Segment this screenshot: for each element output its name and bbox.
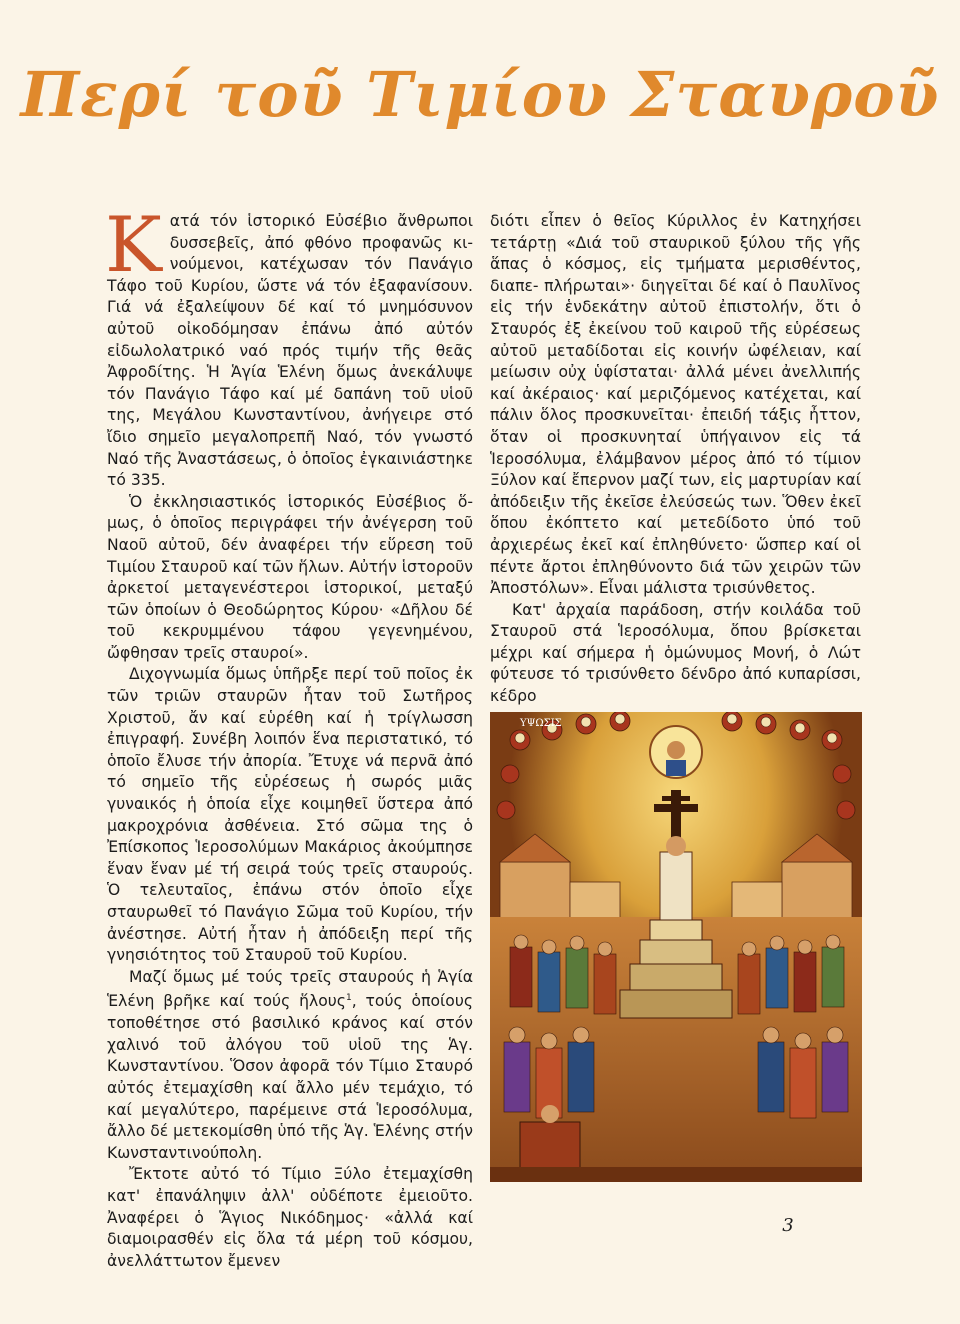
paragraph-1-text: ατά τόν ἱστορικό Εὐσέβιο ἄνθρωποι δυσσεβεῖς, ἀπό φθόνο προφανῶς κι- νούμενοι, κατέχωσαν τόν Πανάγιο Τάφο τοῦ Κυρίου, ὥστε νά τόν ἐξαφανίσουν. Γιά νά ἐξαλείψουν δέ καί τό μνημόσυνον αὐτοῦ οἰκοδόμησαν ἐπάνω ἀπό αὐτόν εἰδωλολατρικό ναό πρός τιμήν τῆς θεᾶς Ἀφροδίτης. Ἡ Ἁγία Ἑλένη ὅμως ἀνεκάλυψε τόν Πανάγιο Τάφο καί μέ δαπάνη τοῦ υἱοῦ της, Μεγάλου Κωνσταντίνου, ἀνήγειρε στό ἴδιο σημεῖο μεγαλοπρεπῆ Ναό, τόν γνωστό Ναό τῆς Ἀναστάσεως, ὁ ὁποῖος ἐγκαινιάστηκε τό 335. xyxy=(107,212,473,490)
left-column xyxy=(105,200,473,1272)
paragraph-5: Ἔκτοτε αὐτό τό Τίμιο Ξύλο ἐτεμαχίσθη κατ' ἐπανάληψιν ἀλλ' οὐδέποτε ἐμειοῦτο. Ἀναφέρει ὁ Ἅγιος Νικόδημος· «ἀλλά καί διαμοιρασθέν εἰς ὅλα τά μέρη τοῦ κόσμου, ἀνελλάττωτον ἔμενεν xyxy=(107,1165,473,1270)
right-column xyxy=(490,211,861,708)
page-title: Περί τοῦ Τιμίου Σταυροῦ xyxy=(20,58,940,131)
icon-painting-exaltation-of-cross xyxy=(490,712,862,1182)
icon-inscription: ΥΨΩΣΙΣ xyxy=(520,718,562,729)
paragraph-3: Διχογνωμία ὅμως ὑπῆρξε περί τοῦ ποῖος ἐκ τῶν τριῶν σταυρῶν ἦταν τοῦ Σωτῆρος Χριστοῦ, ἄν καί εὑρέθη καί ἡ τρίγλωσση ἐπιγραφή. Συνέβη λοιπόν ἕνα περιστατικό, τό ὁποῖο ἔλυσε τήν ἀπορία. Ἔτυχε νά περνᾶ ἀπό τό σημεῖο τῆς εὑρέσεως ἡ σωρός μιᾶς γυναικός ἡ ὁποία εἶχε κοιμηθεῖ ὕστερα ἀπό μακροχρόνια ἀσθένεια. Στό σῶμα της ὁ Ἐπίσκοπος Ἱεροσολύμων Μακάριος ἀκούμπησε ἕναν ἕναν μέ τή σειρά τούς τρεῖς σταυρούς. Ὁ τελευταῖος, ἐπάνω στόν ὁποῖο εἶχε σταυρωθεῖ τό Πανάγιο Σῶμα τοῦ Κυρίου, τήν ἀνέστησε. Αὐτή ἦταν ἡ ἀπόδειξη περί τῆς γνησιότητος τοῦ Σταυροῦ τοῦ Κυρίου. xyxy=(107,665,473,965)
paragraph-2: Ὁ ἐκκλησιαστικός ἱστορικός Εὐσέβιος ὅ- μως, ὁ ὁποῖος περιγράφει τήν ἀνέγερση τοῦ Ναοῦ αὐτοῦ, δέν ἀναφέρει τήν εὕρεση τοῦ Τιμίου Σταυροῦ καί τῶν ἥλων. Αὐτήν ἱστοροῦν ἀρκετοί μεταγενέστεροι ἱστορικοί, μεταξύ τῶν ὁποίων ὁ Θεοδώρητος Κύρου· «Δῆλου δέ τοῦ κεκρυμμένου τάφου γεγενημένου, ὤφθησαν τρεῖς σταυροί». xyxy=(107,492,473,662)
paragraph-4-text-b: , τούς ὁποίους τοποθέτησε στό βασιλικό κράνος καί στόν χαλινό τοῦ ἀλόγου τοῦ υἱοῦ της Ἁγ. Κωνσταντίνου. Ὅσον ἀφορᾶ τόν Τίμιο Σταυρό αὐτός ἐτεμαχίσθη καί ἄλλο μέν τεμάχιο, τό καί μεγαλύτερο, παρέμεινε στά Ἱεροσόλυμα, ἄλλο δέ μετεκομίσθη ὑπό τῆς Ἁγ. Ἑλένης στήν Κωνσταντινούπολη. xyxy=(107,992,473,1162)
paragraph-1 xyxy=(105,200,473,492)
paragraph-4 xyxy=(107,967,473,1165)
paragraph-6: διότι εἶπεν ὁ θεῖος Κύριλλος ἐν Κατηχήσει τετάρτῃ «Διά τοῦ σταυρικοῦ ξύλου τῆς γῆς ἅπας ὁ κόσμος, εἰς τμήματα μερισθέντος, διαπε- πλήρωται»· διηγεῖται δέ καί ὁ Παυλῖνος εἰς τήν ἑνδεκάτην αὐτοῦ ἐπιστολήν, ὅτι ὁ Σταυρός ἐξ ἐκείνου τοῦ καιροῦ τῆς εὑρέσεως αὐτοῦ μεταδίδοται εἰς κοινήν ὠφέλειαν, καί μείωσιν οὐχ ὑφίσταται· ἀλλά μένει ἀνελλιπής καί ἀκέραιος· καί μεριζόμενος κατέχεται, καί πάλιν ὅλος προσκυνεῖται· ἐπειδή τάξις ἦττον, ὅταν οἱ προσκυνηταί ὑπήγαινον εἰς τά Ἱεροσόλυμα, ἐλάμβανον μέρος ἀπό τό τίμιον Ξύλον καί ἔπερνον μαζί των, εἰς μαρτυρίαν καί ἀπόδειξιν τῆς ἐκεῖσε ἐλεύσεώς των. Ὅθεν ἐκεῖ ὅπου ἐκόπτετο καί μετεδίδοτο ὑπό τοῦ ἀρχιερέως ἐκεῖ καί ἐπληθύνετο· ὥσπερ καί οἱ πέντε ἄρτοι ἐπληθύνοντο διά τῶν χειρῶν τῶν Ἀποστόλων». Εἶναι μάλιστα τρισύνθετος. xyxy=(490,212,861,598)
icon-painting-svg xyxy=(490,712,862,1182)
paragraph-4-text-a: Μαζί ὅμως μέ τούς τρεῖς σταυρούς ἡ Ἁγία Ἑλένη βρῆκε καί τούς ἥλους xyxy=(107,967,473,1011)
drop-cap: Κ xyxy=(105,200,162,289)
footnote-marker: 1 xyxy=(345,993,352,1004)
paragraph-7: Κατ' ἀρχαία παράδοση, στήν κοιλάδα τοῦ Σταυροῦ στά Ἱεροσόλυμα, ὅπου βρίσκεται μέχρι καί σήμερα ἡ ὁμώνυμος Μονή, ὁ Λώτ φύτευσε τό τρισύνθετο δένδρο ἀπό κυπαρίσσι, κέδρο xyxy=(490,600,861,706)
page-number: 3 xyxy=(782,1215,794,1236)
